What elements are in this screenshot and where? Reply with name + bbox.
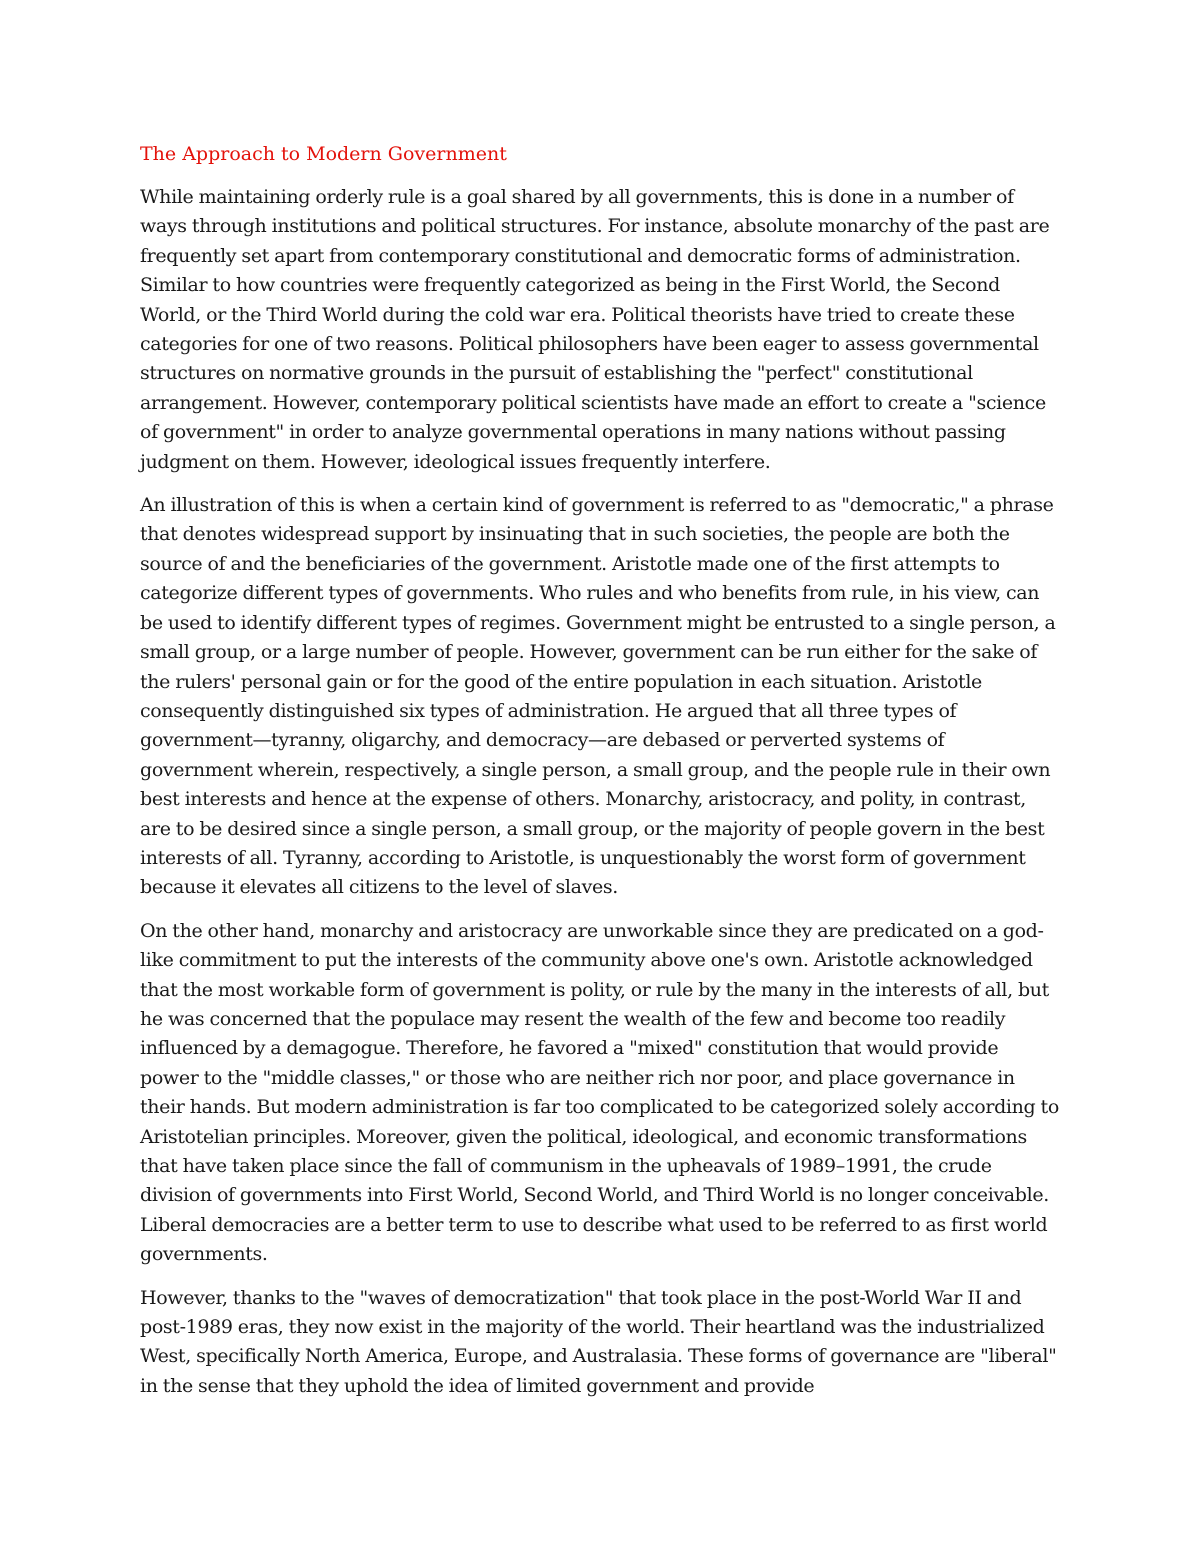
paragraph-1: While maintaining orderly rule is a goal shared by all governments, this is done in a number of ways through institutions and political structures. For instance, absolute monarchy of the past are frequently set apart from contemporary constitutional and democratic forms of administration. Similar to how countries were frequently categorized as being in the First World, the Second World, or the Third World during the cold war era. Political theorists have tried to create these categories for one of two reasons. Political philosophers have been eager to assess governmental structures on normative grounds in the pursuit of establishing the "perfect" constitutional arrangement. However, contemporary political scientists have made an effort to create a "science of government" in order to analyze governmental operations in many nations without passing judgment on them. However, ideological issues frequently interfere. bbox=[140, 186, 1050, 473]
document-title: The Approach to Modern Government bbox=[140, 143, 507, 165]
paragraph-3: On the other hand, monarchy and aristocracy are unworkable since they are predicated on a god-like commitment to put the interests of the community above one's own. Aristotle acknowledged that the most workable form of government is polity, or rule by the many in the interests of all, but he was concerned that the populace may resent the wealth of the few and become too readily influenced by a demagogue. Therefore, he favored a "mixed" constitution that would provide power to the "middle classes," or those who are neither rich nor poor, and place governance in their hands. But modern administration is far too complicated to be categorized solely according to Aristotelian principles. Moreover, given the political, ideological, and economic transformations that have taken place since the fall of communism in the upheavals of 1989–1991, the crude division of governments into First World, Second World, and Third World is no longer conceivable. Liberal democracies are a better term to use to describe what used to be referred to as first world governments. bbox=[140, 919, 1059, 1266]
paragraph-2: An illustration of this is when a certain kind of government is referred to as "democratic," a phrase that denotes widespread support by insinuating that in such societies, the people are both the source of and the beneficiaries of the government. Aristotle made one of the first attempts to categorize different types of governments. Who rules and who benefits from rule, in his view, can be used to identify different types of regimes. Government might be entrusted to a single person, a small group, or a large number of people. However, government can be run either for the sake of the rulers' personal gain or for the good of the entire population in each situation. Aristotle consequently distinguished six types of administration. He argued that all three types of government—tyranny, oligarchy, and democracy—are debased or perverted systems of government wherein, respectively, a single person, a small group, and the people rule in their own best interests and hence at the expense of others. Monarchy, aristocracy, and polity, in contrast, are to be desired since a single person, a small group, or the majority of people govern in the best interests of all. Tyranny, according to Aristotle, is unquestionably the worst form of government because it elevates all citizens to the level of slaves. bbox=[140, 494, 1056, 899]
document-body bbox=[140, 140, 1060, 1415]
paragraph-4: However, thanks to the "waves of democratization" that took place in the post-World War II and post-1989 eras, they now exist in the majority of the world. Their heartland was the industrialized West, specifically North America, Europe, and Australasia. These forms of governance are "liberal" in the sense that they uphold the idea of limited government and provide bbox=[140, 1286, 1057, 1397]
